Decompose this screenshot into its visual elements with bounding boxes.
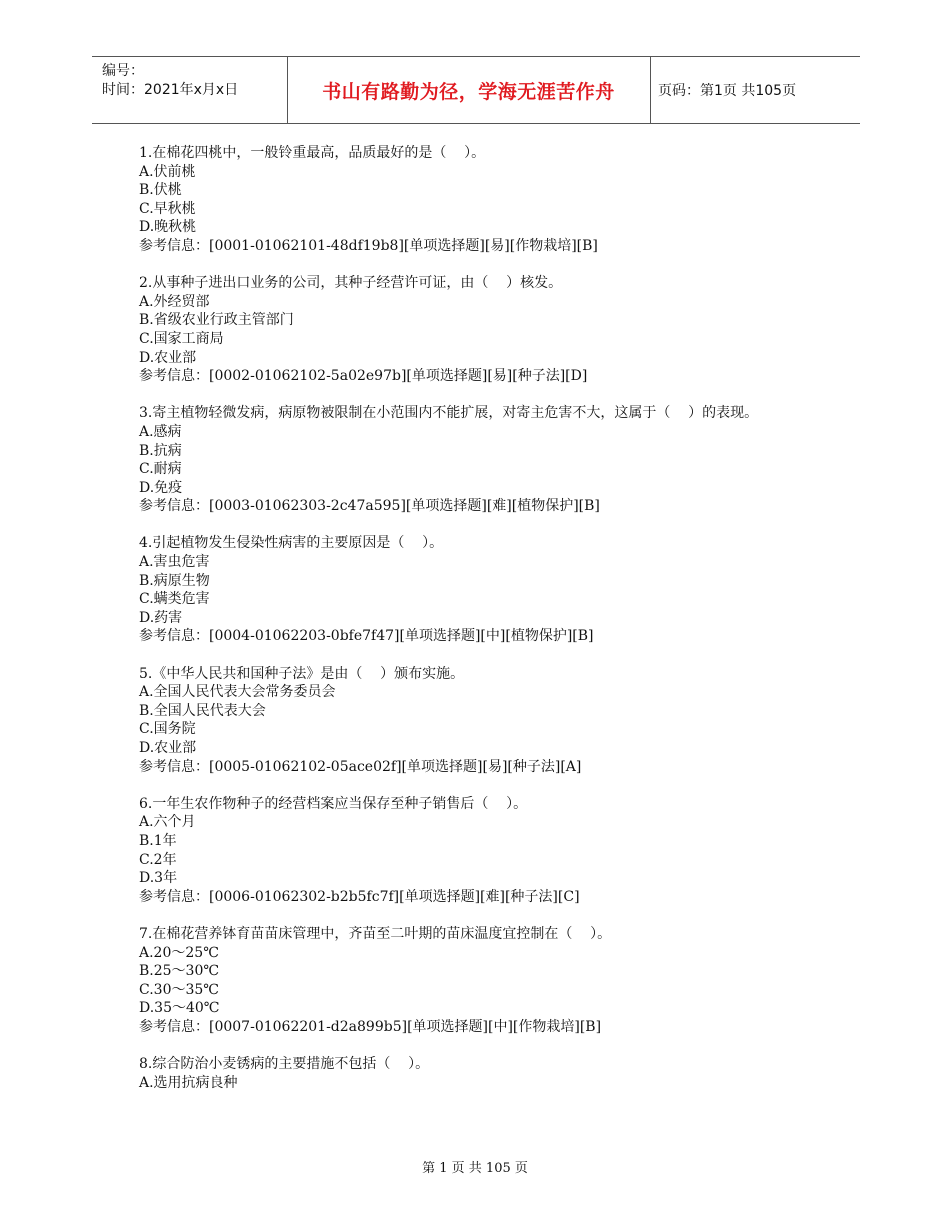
document-time-label: 时间：2021年x月x日 [102, 82, 239, 98]
answer-option: D.药害 [139, 609, 183, 626]
header-page-cell [650, 57, 860, 123]
document-number-label: 编号： [102, 63, 144, 79]
question-stem: 6.一年生农作物种子的经营档案应当保存至种子销售后（ ）。 [139, 795, 528, 812]
question-list [139, 144, 829, 1092]
question-block [139, 404, 829, 516]
answer-option: B.抗病 [139, 442, 182, 459]
question-stem: 7.在棉花营养钵育苗苗床管理中，齐苗至二叶期的苗床温度宜控制在（ ）。 [139, 925, 612, 942]
header-page-number: 页码：第1页 共105页 [658, 83, 797, 99]
answer-option: B.25～30℃ [139, 963, 220, 980]
question-block [139, 925, 829, 1037]
document-header [92, 56, 860, 124]
answer-option: C.2年 [139, 851, 177, 868]
answer-option: B.省级农业行政主管部门 [139, 312, 294, 329]
header-motto-cell [287, 57, 651, 123]
answer-option: A.六个月 [139, 814, 196, 831]
question-block [139, 274, 829, 386]
answer-option: A.害虫危害 [139, 554, 210, 571]
question-stem: 5.《中华人民共和国种子法》是由（ ）颁布实施。 [139, 665, 465, 682]
answer-option: C.国务院 [139, 721, 196, 738]
answer-option: A.外经贸部 [139, 293, 210, 310]
reference-info: 参考信息：[0002-01062102-5a02e97b][单项选择题][易][种子法][D] [139, 368, 588, 385]
header-motto: 书山有路勤为径，学海无涯苦作舟 [322, 80, 615, 103]
answer-option: A.20～25℃ [139, 944, 219, 961]
answer-option: A.全国人民代表大会常务委员会 [139, 684, 336, 701]
answer-option: C.30～35℃ [139, 981, 219, 998]
answer-option: C.早秋桃 [139, 200, 196, 217]
answer-option: B.伏桃 [139, 182, 182, 199]
reference-info: 参考信息：[0001-01062101-48df19b8][单项选择题][易][作物栽培][B] [139, 237, 598, 254]
reference-info: 参考信息：[0006-01062302-b2b5fc7f][单项选择题][难][种子法][C] [139, 888, 580, 905]
answer-option: D.35～40℃ [139, 1000, 220, 1017]
question-block [139, 534, 829, 646]
header-meta-cell [92, 57, 288, 123]
answer-option: B.病原生物 [139, 572, 210, 589]
question-stem: 2.从事种子进出口业务的公司，其种子经营许可证，由（ ）核发。 [139, 275, 563, 292]
answer-option: C.耐病 [139, 461, 182, 478]
answer-option: B.1年 [139, 832, 177, 849]
answer-option: A.感病 [139, 423, 182, 440]
question-stem: 4.引起植物发生侵染性病害的主要原因是（ ）。 [139, 535, 444, 552]
reference-info: 参考信息：[0004-01062203-0bfe7f47][单项选择题][中][植物保护][B] [139, 628, 594, 645]
question-block [139, 665, 829, 777]
question-stem: 1.在棉花四桃中，一般铃重最高，品质最好的是（ ）。 [139, 145, 486, 161]
answer-option: C.国家工商局 [139, 330, 224, 347]
answer-option: D.晚秋桃 [139, 219, 197, 236]
answer-option: B.全国人民代表大会 [139, 702, 266, 719]
answer-option: A.选用抗病良种 [139, 1074, 238, 1091]
reference-info: 参考信息：[0003-01062303-2c47a595][单项选择题][难][植物保护][B] [139, 498, 600, 515]
answer-option: A.伏前桃 [139, 163, 196, 180]
answer-option: D.3年 [139, 870, 178, 887]
answer-option: D.农业部 [139, 349, 197, 366]
page-footer: 第 1 页 共 105 页 [422, 1161, 528, 1176]
reference-info: 参考信息：[0005-01062102-05ace02f][单项选择题][易][种子法][A] [139, 758, 582, 775]
answer-option: D.农业部 [139, 740, 197, 756]
question-block [139, 1055, 829, 1092]
answer-option: C.螨类危害 [139, 591, 210, 608]
question-block [139, 795, 829, 907]
question-stem: 8.综合防治小麦锈病的主要措施不包括（ ）。 [139, 1056, 430, 1073]
question-stem: 3.寄主植物轻微发病，病原物被限制在小范围内不能扩展，对寄主危害不大，这属于（ ）的表现。 [139, 405, 759, 422]
question-block [139, 144, 829, 256]
answer-option: D.免疫 [139, 479, 183, 496]
reference-info: 参考信息：[0007-01062201-d2a899b5][单项选择题][中][作物栽培][B] [139, 1018, 602, 1035]
